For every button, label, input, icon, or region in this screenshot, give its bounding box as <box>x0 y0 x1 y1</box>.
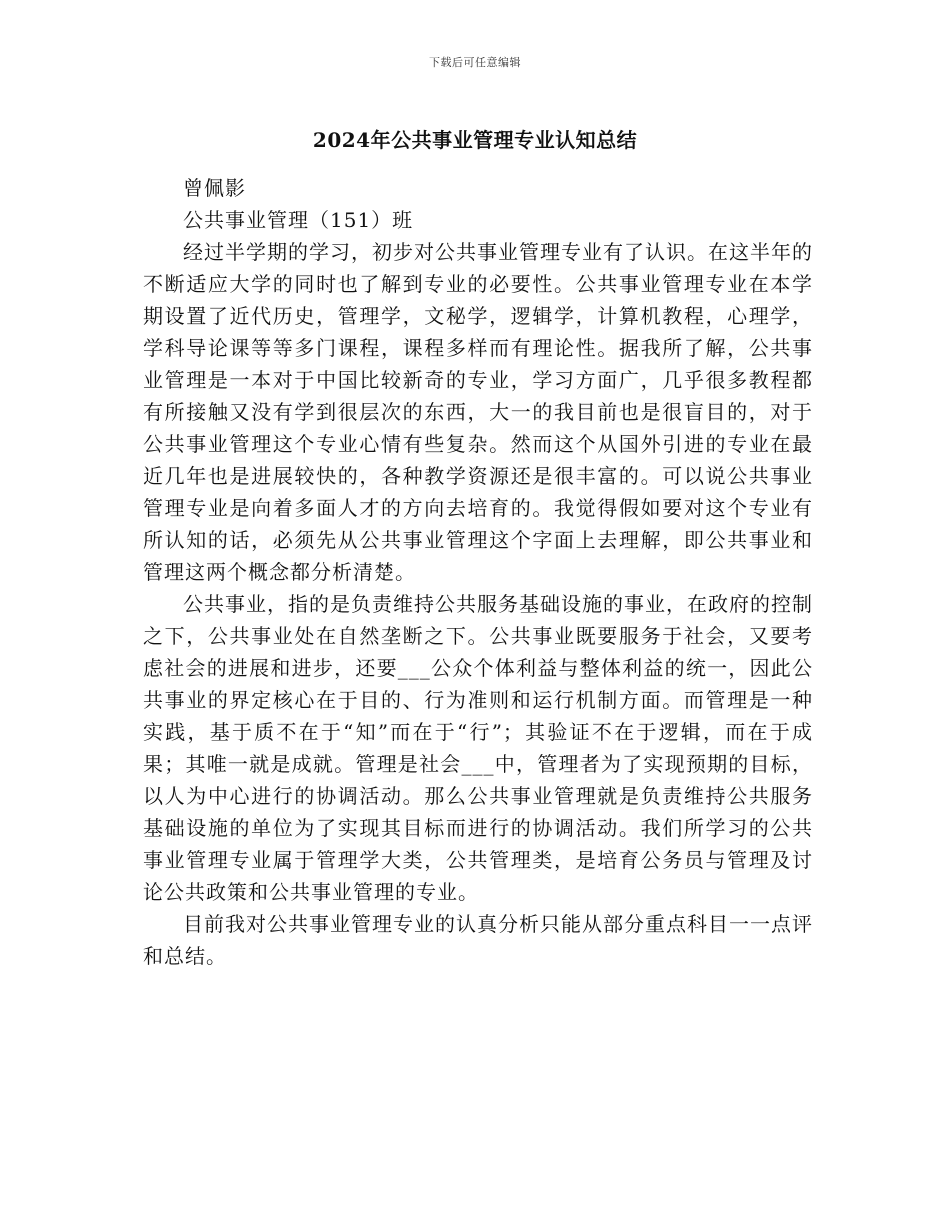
body-paragraph-2: 公共事业，指的是负责维持公共服务基础设施的事业，在政府的控制之下，公共事业处在自然垄断之下。公共事业既要服务于社会，又要考虑社会的进展和进步，还要___公众个体利益与整体利益的统一，因此公共事业的界定核心在于目的、行为准则和运行机制方面。而管理是一种实践，基于质不在于“知”而在于“行”；其验证不在于逻辑，而在于成果；其唯一就是成就。管理是社会___中，管理者为了实现预期的目标，以人为中心进行的协调活动。那么公共事业管理就是负责维持公共服务基础设施的单位为了实现其目标而进行的协调活动。我们所学习的公共事业管理专业属于管理学大类，公共管理类，是培育公务员与管理及讨论公共政策和公共事业管理的专业。 <box>143 592 813 904</box>
document-title: 2024年公共事业管理专业认知总结 <box>312 128 638 152</box>
author-name: 曾佩影 <box>183 176 246 200</box>
body-paragraph-1: 经过半学期的学习，初步对公共事业管理专业有了认识。在这半年的不断适应大学的同时也了解到专业的必要性。公共事业管理专业在本学期设置了近代历史，管理学，文秘学，逻辑学，计算机教程，心理学，学科导论课等等多门课程，课程多样而有理论性。据我所了解，公共事业管理是一本对于中国比较新奇的专业，学习方面广，几乎很多教程都有所接触又没有学到很层次的东西，大一的我目前也是很盲目的，对于公共事业管理这个专业心情有些复杂。然而这个从国外引进的专业在最近几年也是进展较快的，各种教学资源还是很丰富的。可以说公共事业管理专业是向着多面人才的方向去培育的。我觉得假如要对这个专业有所认知的话，必须先从公共事业管理这个字面上去理解，即公共事业和管理这两个概念都分析清楚。 <box>143 240 813 584</box>
document-body <box>143 172 813 972</box>
body-paragraph-3: 目前我对公共事业管理专业的认真分析只能从部分重点科目一一点评和总结。 <box>143 912 813 968</box>
class-name: 公共事业管理（151）班 <box>183 208 414 232</box>
header-note: 下载后可任意编辑 <box>429 56 521 69</box>
